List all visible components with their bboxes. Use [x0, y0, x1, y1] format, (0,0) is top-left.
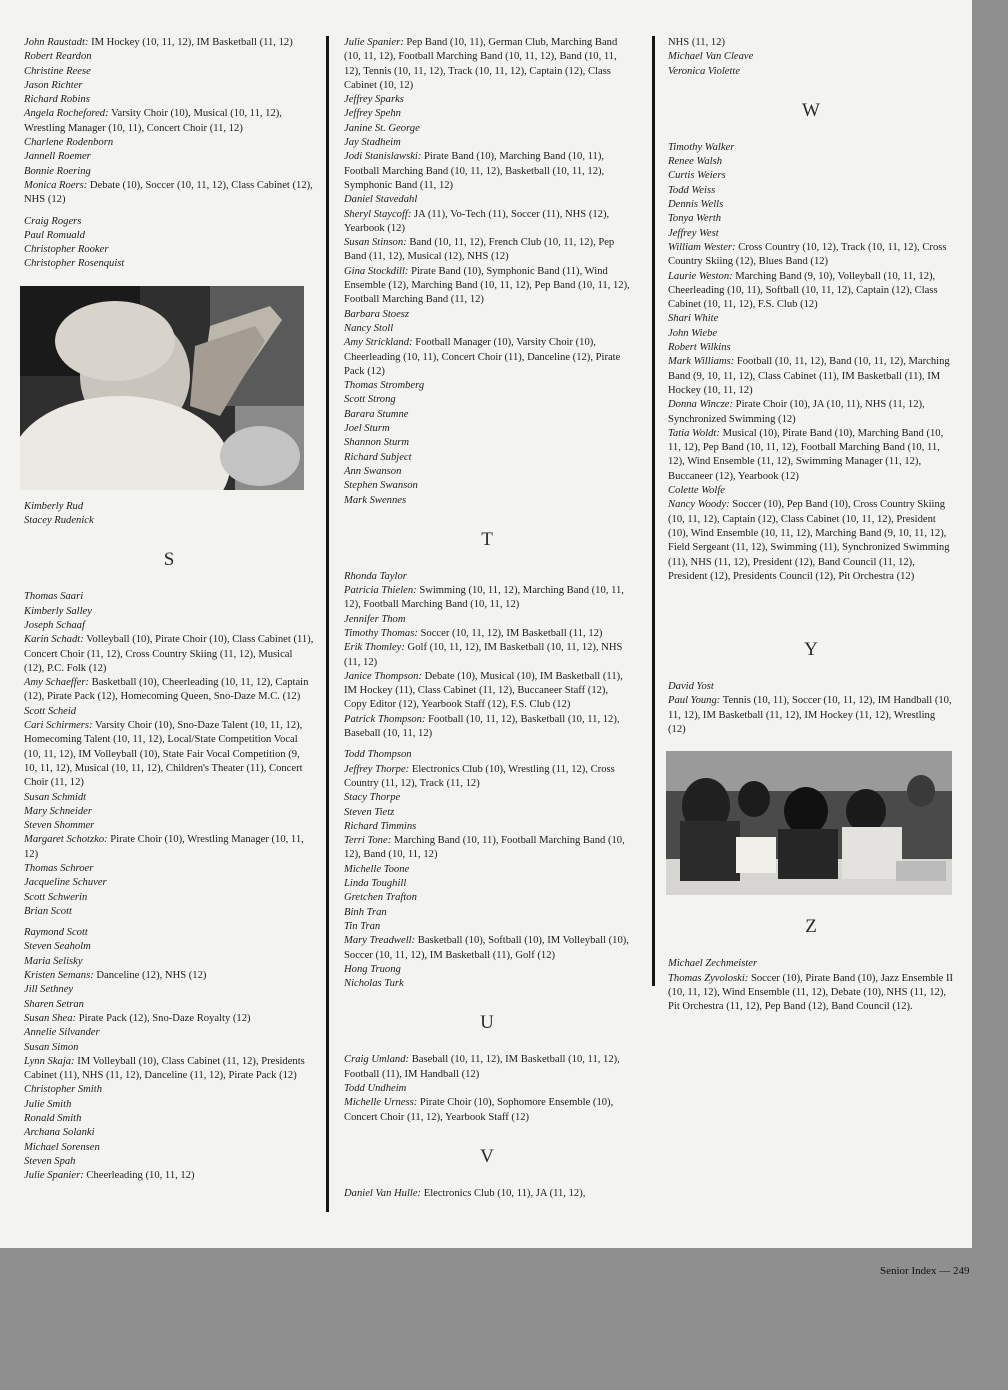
- student-name: Patricia Thielen:: [344, 585, 417, 597]
- index-entry: [344, 494, 630, 508]
- index-entry: [24, 257, 314, 271]
- student-name: Michael Sorensen: [24, 1141, 100, 1153]
- student-name: Sharen Setran: [24, 998, 84, 1010]
- activities-list: Debate (10), Soccer (10, 11, 12), Class Cabinet (12), NHS (12): [24, 179, 313, 206]
- index-entry: [24, 65, 314, 79]
- student-name: Tonya Werth: [668, 213, 722, 225]
- student-name: Donna Wincze:: [668, 399, 734, 411]
- index-entry: [24, 229, 314, 243]
- index-entry: [24, 791, 314, 805]
- section-letter: T: [481, 528, 493, 550]
- index-entry: [668, 169, 954, 183]
- index-entry: [24, 983, 314, 997]
- section-letter: U: [480, 1012, 494, 1034]
- student-name: Jannell Roemer: [24, 151, 91, 163]
- index-entry: [668, 972, 954, 1015]
- index-entry: [344, 236, 630, 265]
- student-name: Janice Thompson:: [344, 670, 422, 682]
- student-name: Kristen Semans:: [24, 970, 94, 982]
- student-name: Janine St. George: [344, 122, 420, 134]
- student-name: Thomas Stromberg: [344, 380, 425, 392]
- page-footer: Senior Index — 249: [880, 1265, 970, 1277]
- activities-list: NHS (11, 12): [668, 37, 725, 48]
- student-name: Amy Schaeffer:: [24, 677, 90, 689]
- activities-list: Pirate Band (10), Symphonic Band (11), Wind Ensemble (12), Marching Band (10, 11, 12), Pep Band (10, 11, 12), Football Marching Band (11, 12): [344, 265, 630, 306]
- index-column-3: [668, 36, 954, 1014]
- student-name: Karin Schadt:: [24, 634, 84, 646]
- index-entry: [668, 355, 954, 398]
- index-entry: [344, 408, 630, 422]
- index-entry: [668, 427, 954, 484]
- index-entry: [344, 877, 630, 891]
- student-name: Ann Swanson: [344, 465, 402, 477]
- student-name: Jason Richter: [24, 79, 83, 91]
- student-name: David Yost: [668, 681, 714, 693]
- student-name: Paul Romuald: [24, 229, 85, 241]
- student-name: Richard Subject: [344, 451, 412, 463]
- activities-list: Electronics Club (10, 11), JA (11, 12),: [421, 1187, 586, 1199]
- student-name: Michelle Urness:: [344, 1097, 418, 1109]
- index-entry: [344, 451, 630, 465]
- index-entry: [24, 926, 314, 940]
- student-name: Shari White: [668, 313, 719, 325]
- index-entry: [24, 1126, 314, 1140]
- student-name: Linda Toughill: [344, 878, 407, 890]
- index-entry: [24, 50, 314, 64]
- index-entry: [668, 312, 954, 326]
- student-name: Susan Schmidt: [24, 791, 87, 803]
- student-name: Mary Treadwell:: [344, 935, 416, 947]
- student-name: Todd Weiss: [668, 184, 716, 196]
- student-name: Bonnie Roering: [24, 165, 91, 177]
- index-entry: [344, 122, 630, 136]
- index-entry: [24, 719, 314, 790]
- index-entry: [344, 977, 630, 991]
- student-name: Steven Shommer: [24, 820, 95, 832]
- student-name: Gina Stockdill:: [344, 265, 409, 277]
- index-entry: [668, 50, 954, 64]
- index-entry: [24, 36, 314, 50]
- photo-caption: Stacey Rudenick: [24, 515, 94, 527]
- index-entry: [24, 150, 314, 164]
- activities-list: Pirate Band (10), Marching Band (10, 11), Football Marching Band (10, 11, 12), Basketball (10, 11, 12), Symphonic Band (11, 12): [344, 151, 605, 191]
- photo-caption: Kimberly Rud: [24, 500, 84, 512]
- student-name: Ronald Smith: [24, 1113, 82, 1125]
- student-name: Nancy Woody:: [668, 499, 730, 511]
- activities-list: Baseball (10, 11, 12), IM Basketball (10, 11, 12), Football (11), IM Handball (12): [344, 1054, 620, 1080]
- student-photo: [20, 286, 304, 490]
- student-name: Steven Tietz: [344, 806, 395, 818]
- activities-list: Football Manager (10), Varsity Choir (10), Cheerleading (10, 11), Concert Choir (11), Danceline (12), Pirate Pack (12): [344, 337, 621, 377]
- index-entry: [344, 379, 630, 393]
- index-entry: [24, 93, 314, 107]
- index-entry: [344, 627, 630, 641]
- student-name: Terri Tone:: [344, 835, 392, 847]
- student-name: Mark Swennes: [344, 494, 407, 506]
- index-entry: [24, 891, 314, 905]
- index-entry: [344, 934, 630, 963]
- index-entry: [344, 322, 630, 336]
- index-entry: [344, 1096, 630, 1125]
- activities-list: JA (11), Vo-Tech (11), Soccer (11), NHS (12), Yearbook (12): [344, 208, 610, 234]
- student-name: Julie Spanier:: [344, 37, 404, 48]
- index-entry: [344, 465, 630, 479]
- index-entry: [344, 806, 630, 820]
- index-entry: [24, 165, 314, 179]
- index-entry: [24, 619, 314, 633]
- student-name: Gretchen Trafton: [344, 892, 417, 904]
- student-name: Thomas Saari: [24, 591, 84, 603]
- student-name: Richard Robins: [24, 94, 90, 106]
- index-entry: [24, 1083, 314, 1097]
- activities-list: Pirate Choir (10), JA (10, 11), NHS (11, 12), Synchronized Swimming (12): [668, 399, 925, 425]
- index-entry: [344, 906, 630, 920]
- spacer: [344, 741, 630, 748]
- student-name: Amy Strickland:: [344, 337, 413, 349]
- index-entry: [344, 834, 630, 863]
- index-entry: [24, 805, 314, 819]
- student-name: Joel Sturm: [344, 423, 390, 435]
- activities-list: Tennis (10, 11), Soccer (10, 11, 12), IM Handball (10, 11, 12), IM Basketball (11, 12), IM Hockey (11, 12), Wrestling (12): [668, 695, 952, 735]
- student-name: Archana Solanki: [24, 1127, 95, 1139]
- student-name: Christopher Rosenquist: [24, 258, 125, 270]
- index-entry: [344, 336, 630, 379]
- index-entry: [668, 498, 954, 584]
- index-entry: [24, 940, 314, 954]
- index-entry: [344, 150, 630, 193]
- index-entry: [344, 136, 630, 150]
- index-entry: [668, 155, 954, 169]
- student-name: Christine Reese: [24, 65, 91, 77]
- index-column-1: [24, 36, 314, 1184]
- index-entry: [24, 1155, 314, 1169]
- index-entry: [24, 179, 314, 208]
- index-entry: [344, 613, 630, 627]
- student-name: Binh Tran: [344, 906, 387, 918]
- index-entry: [344, 570, 630, 584]
- student-name: Steven Seaholm: [24, 941, 91, 953]
- index-entry: [668, 227, 954, 241]
- index-entry: [344, 1187, 630, 1201]
- student-name: Cari Schirmers:: [24, 720, 93, 732]
- index-entry: [24, 1055, 314, 1084]
- activities-list: Danceline (12), NHS (12): [93, 970, 207, 982]
- student-name: Brian Scott: [24, 905, 72, 917]
- student-name: Jeffrey Thorpe:: [344, 763, 410, 775]
- index-entry: [344, 641, 630, 670]
- activities-list: IM Volleyball (10), Class Cabinet (11, 12), Presidents Cabinet (11), NHS (11, 12), Danceline (11, 12), Pirate Pack (12): [24, 1055, 305, 1082]
- activities-list: IM Hockey (10, 11, 12), IM Basketball (11, 12): [88, 37, 293, 48]
- student-name: Michelle Toone: [344, 863, 410, 875]
- student-name: Scott Strong: [344, 394, 396, 406]
- student-name: Richard Timmins: [344, 820, 417, 832]
- student-name: Jay Stadheim: [344, 137, 401, 149]
- index-entry: [24, 1098, 314, 1112]
- index-entry: [24, 79, 314, 93]
- student-name: Kimberly Salley: [24, 605, 92, 617]
- student-name: Thomas Zyvoloski:: [668, 972, 749, 984]
- activities-list: Pirate Pack (12), Sno-Daze Royalty (12): [76, 1012, 251, 1024]
- activities-list: Soccer (10, 11, 12), IM Basketball (11, 12): [417, 627, 603, 639]
- student-name: Jeffrey Sparks: [344, 94, 404, 106]
- student-name: Steven Spah: [24, 1155, 76, 1167]
- activities-list: Pirate Choir (10), Wrestling Manager (10, 11, 12): [24, 834, 304, 860]
- index-entry: [668, 212, 954, 226]
- index-entry: [344, 436, 630, 450]
- index-entry: [24, 1141, 314, 1155]
- student-name: Scott Scheid: [24, 705, 77, 717]
- student-name: Sheryl Staycoff:: [344, 208, 412, 220]
- student-name: Robert Wilkins: [668, 342, 731, 354]
- student-name: Annelie Silvander: [24, 1027, 100, 1039]
- index-entry: [24, 1041, 314, 1055]
- index-entry: [24, 1026, 314, 1040]
- activities-list: Swimming (10, 11, 12), Marching Band (10, 11, 12), Football Marching Band (10, 11, 12): [344, 585, 624, 611]
- index-entry: [668, 184, 954, 198]
- index-entry: [24, 1012, 314, 1026]
- index-entry: [344, 713, 630, 742]
- index-entry: [344, 265, 630, 308]
- student-name: Dennis Wells: [668, 199, 724, 211]
- index-entry: [668, 241, 954, 270]
- student-name: Hong Truong: [344, 963, 401, 975]
- index-entry: [344, 1053, 630, 1082]
- index-entry: [344, 863, 630, 877]
- index-entry: [344, 393, 630, 407]
- index-entry: [344, 93, 630, 107]
- index-entry: [24, 1112, 314, 1126]
- student-name: Nancy Stoll: [344, 322, 394, 334]
- index-entry: [24, 876, 314, 890]
- student-name: Barara Stumne: [344, 408, 409, 420]
- student-name: Jennifer Thom: [344, 613, 406, 625]
- activities-list: Soccer (10), Pep Band (10), Cross Country Skiing (10, 11, 12), Captain (12), Class Cabinet (10, 11, 12), President (10), Wind Ensemble (10, 11, 12), Marching Band (9, 10, 11, 12), Field Sergeant (11, 12), Swimming (11), Synchronized Swimming (11), NHS (11, 12), President (12), Band Council (11, 12), President (12), Presidents Council (12), Pit Orchestra (12): [668, 499, 950, 582]
- index-entry: [344, 820, 630, 834]
- student-name: Michael Van Cleave: [668, 51, 754, 63]
- student-name: Tin Tran: [344, 920, 381, 932]
- section-letter: Z: [805, 916, 817, 938]
- student-name: Stephen Swanson: [344, 480, 418, 492]
- index-entry: [668, 36, 954, 50]
- section-letter: W: [802, 99, 820, 121]
- index-entry: [344, 308, 630, 322]
- index-entry: [668, 694, 954, 737]
- index-entry: [344, 963, 630, 977]
- student-name: Jeffrey West: [668, 227, 719, 239]
- student-name: Patrick Thompson:: [344, 713, 426, 725]
- student-name: Craig Umland:: [344, 1054, 410, 1066]
- index-entry: [668, 198, 954, 212]
- student-name: Veronica Violette: [668, 65, 741, 77]
- activities-list: Varsity Choir (10), Sno-Daze Talent (10, 11, 12), Homecoming Talent (10, 11, 12), Local/State Competition Vocal (10, 11, 12), IM Volleyball (10), State Fair Vocal Competition (9, 10, 11, 12), Musical (10, 11, 12), Children's Theater (11), Concert Choir (11, 12): [24, 720, 303, 789]
- student-name: Renee Walsh: [668, 156, 723, 168]
- index-entry: [344, 584, 630, 613]
- activities-list: Basketball (10), Softball (10), IM Volleyball (10), Soccer (10, 11, 12), IM Basketball (11), Golf (12): [344, 935, 629, 961]
- index-entry: [668, 341, 954, 355]
- student-name: Timothy Walker: [668, 141, 735, 153]
- activities-list: Cross Country (10, 12), Track (10, 11, 12), Cross Country Skiing (12), Blues Band (12): [668, 241, 947, 268]
- student-name: John Raustadt:: [24, 37, 89, 48]
- student-name: Shannon Sturm: [344, 437, 410, 449]
- index-entry: [668, 141, 954, 155]
- student-name: Todd Undheim: [344, 1083, 407, 1094]
- index-entry: [344, 763, 630, 792]
- student-name: Rhonda Taylor: [344, 570, 407, 582]
- index-entry: [344, 193, 630, 207]
- student-name: Charlene Rodenborn: [24, 137, 114, 149]
- student-photo: [666, 751, 952, 895]
- student-name: Susan Simon: [24, 1041, 79, 1053]
- activities-list: Football (10, 11, 12), Basketball (10, 11, 12), Baseball (10, 11, 12): [344, 713, 620, 740]
- activities-list: Marching Band (9, 10), Volleyball (10, 11, 12), Cheerleading (10, 11), Softball (10, 11, 12), Captain (12), Class Cabinet (10, 11, 12), F.S. Club (12): [668, 270, 938, 311]
- student-name: Stacy Thorpe: [344, 792, 401, 804]
- student-name: Daniel Van Hulle:: [344, 1187, 422, 1199]
- student-name: Julie Smith: [24, 1098, 72, 1110]
- activities-list: Soccer (10), Pirate Band (10), Jazz Ensemble II (10, 11, 12), Wind Ensemble (11, 12), Debate (10), NHS (11, 12), Pit Orchestra (11, 12), Pep Band (12), Band Council (12).: [668, 972, 954, 1013]
- student-name: Daniel Stavedahl: [344, 194, 418, 206]
- index-entry: [24, 955, 314, 969]
- student-name: Margaret Schotzko:: [24, 834, 108, 846]
- section-letter: Y: [804, 639, 818, 661]
- student-name: Christopher Rooker: [24, 244, 109, 256]
- index-entry: [668, 327, 954, 341]
- index-entry: [344, 422, 630, 436]
- student-name: Laurie Weston:: [668, 270, 733, 282]
- spacer: [24, 919, 314, 926]
- activities-list: Volleyball (10), Pirate Choir (10), Class Cabinet (11), Concert Choir (11, 12), Cross Country Skiing (11, 12), Musical (12), P.C. Folk (12): [24, 634, 314, 674]
- student-name: Jacqueline Schuver: [24, 877, 107, 889]
- index-entry: [344, 107, 630, 121]
- student-name: Jeffrey Spehn: [344, 108, 401, 120]
- index-entry: [24, 862, 314, 876]
- index-entry: [24, 998, 314, 1012]
- activities-list: Golf (10, 11, 12), IM Basketball (10, 11, 12), NHS (11, 12): [344, 642, 623, 668]
- student-name: Mark Williams:: [668, 356, 735, 368]
- activities-list: Basketball (10), Cheerleading (10, 11, 12), Captain (12), Pirate Pack (12), Homecoming Queen, Sno-Daze M.C. (12): [24, 677, 309, 703]
- index-entry: [24, 136, 314, 150]
- index-entry: [344, 748, 630, 762]
- student-name: Christopher Smith: [24, 1084, 102, 1096]
- index-entry: [24, 833, 314, 862]
- index-entry: [668, 484, 954, 498]
- student-name: Nicholas Turk: [344, 978, 404, 990]
- index-entry: [344, 479, 630, 493]
- index-entry: [24, 243, 314, 257]
- student-name: Thomas Schroer: [24, 862, 94, 874]
- activities-list: Football (10, 11, 12), Band (10, 11, 12), Marching Band (9, 10, 11, 12), Class Cabinet (11), IM Basketball (11), IM Hockey (10, 11, 12): [668, 356, 950, 396]
- student-name: William Wester:: [668, 241, 736, 253]
- student-name: Todd Thompson: [344, 749, 412, 761]
- student-name: Curtis Weiers: [668, 170, 726, 182]
- student-name: John Wiebe: [668, 327, 718, 339]
- student-name: Angela Rochefored:: [24, 108, 109, 120]
- section-letter: V: [480, 1145, 494, 1167]
- student-name: Erik Thomley:: [344, 642, 405, 654]
- student-name: Michael Zechmeister: [668, 958, 758, 970]
- index-entry: [668, 398, 954, 427]
- student-name: Monica Roers:: [24, 179, 88, 191]
- activities-list: Electronics Club (10), Wrestling (11, 12), Cross Country (11, 12), Track (11, 12): [344, 763, 615, 789]
- student-name: Paul Young:: [668, 695, 721, 707]
- activities-list: Varsity Choir (10), Musical (10, 11, 12), Wrestling Manager (10, 11), Concert Choir (11, 12): [24, 108, 282, 134]
- student-name: Raymond Scott: [24, 927, 88, 939]
- index-entry: [24, 107, 314, 136]
- student-name: Tatia Woldt:: [668, 427, 720, 439]
- activities-list: Band (10, 11, 12), French Club (10, 11, 12), Pep Band (11, 12), Musical (12), NHS (12): [344, 237, 615, 263]
- student-name: Susan Stinson:: [344, 237, 407, 249]
- column-divider: [652, 36, 655, 986]
- index-entry: [24, 819, 314, 833]
- index-entry: [24, 590, 314, 604]
- index-entry: [24, 215, 314, 229]
- student-name: Mary Schneider: [24, 805, 92, 817]
- activities-list: Pep Band (10, 11), German Club, Marching Band (10, 11, 12), Football Marching Band (10, 11, 12), Band (10, 11, 12), Tennis (10, 11, 12), Track (10, 11, 12), Captain (12), Class Cabinet (10, 12): [344, 37, 618, 91]
- activities-list: Musical (10), Pirate Band (10), Marching Band (10, 11, 12), Pep Band (10, 11, 12), Football Marching Band (10, 11, 12), Wind Ensemble (11, 12), Swimming Manager (11, 12), Buccaneer (12), Yearbook (12): [668, 427, 944, 482]
- student-name: Robert Reardon: [24, 51, 92, 63]
- index-entry: [344, 791, 630, 805]
- activities-list: Marching Band (10, 11), Football Marching Band (10, 12), Band (10, 11, 12): [344, 835, 625, 861]
- index-entry: [668, 65, 954, 79]
- student-name: Timothy Thomas:: [344, 627, 418, 639]
- index-entry: [24, 676, 314, 705]
- index-entry: [24, 969, 314, 983]
- index-entry: [344, 208, 630, 237]
- student-name: Susan Shea:: [24, 1012, 77, 1024]
- activities-list: Debate (10), Musical (10), IM Basketball (11), IM Hockey (11), Class Cabinet (11, 12), Buccaneer Staff (12), Copy Editor (12), Yearbook Staff (12), F.S. Club (12): [344, 670, 623, 711]
- student-name: Maria Selisky: [24, 955, 83, 967]
- student-name: Scott Schwerin: [24, 891, 88, 903]
- activities-list: Cheerleading (10, 11, 12): [83, 1170, 195, 1182]
- index-entry: [24, 905, 314, 919]
- index-entry: [668, 680, 954, 694]
- student-name: Colette Wolfe: [668, 485, 725, 497]
- index-entry: [668, 957, 954, 971]
- index-entry: [24, 705, 314, 719]
- index-entry: [344, 1082, 630, 1096]
- student-name: Joseph Schaaf: [24, 619, 85, 631]
- index-entry: [344, 891, 630, 905]
- student-name: Jodi Stanislawski:: [344, 151, 422, 163]
- student-name: Lynn Skaja:: [24, 1055, 75, 1067]
- column-divider: [326, 36, 329, 1212]
- index-entry: [24, 1169, 314, 1183]
- index-entry: [344, 920, 630, 934]
- student-name: Jill Sethney: [24, 984, 74, 996]
- index-entry: [344, 670, 630, 713]
- index-column-2: [344, 36, 630, 1201]
- index-entry: [24, 605, 314, 619]
- index-entry: [668, 270, 954, 313]
- index-entry: [24, 633, 314, 676]
- index-entry: [344, 36, 630, 93]
- activities-list: Pirate Choir (10), Sophomore Ensemble (10), Concert Choir (11, 12), Yearbook Staff (12): [344, 1097, 614, 1123]
- section-letter: S: [163, 549, 175, 571]
- spacer: [24, 208, 314, 215]
- student-name: Barbara Stoesz: [344, 308, 410, 320]
- student-name: Craig Rogers: [24, 215, 82, 227]
- student-name: Julie Spanier:: [24, 1170, 84, 1182]
